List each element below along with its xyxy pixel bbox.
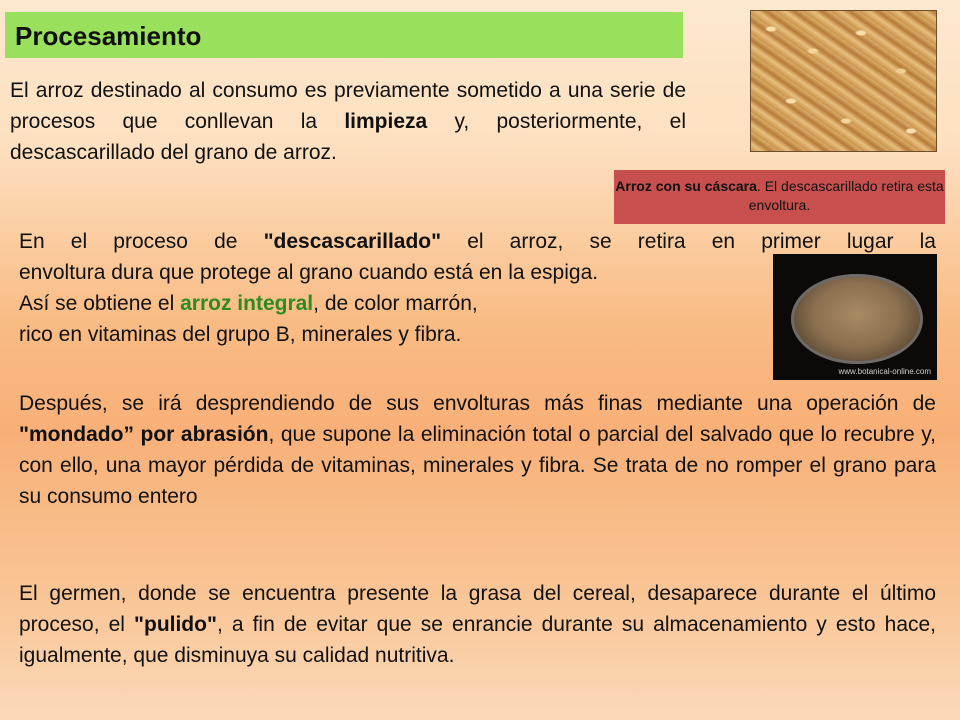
intro-bold-limpieza: limpieza	[344, 110, 428, 133]
descascarillado-text-4: , de color marrón,	[313, 292, 478, 315]
descascarillado-line-4: rico en vitaminas del grupo B, minerales y fibra.	[19, 323, 462, 346]
pulido-text-2: , a fin de evitar que se enrancie durante su almacenamiento y esto hace, igualmente, que disminuya su calidad nutritiva.	[19, 613, 937, 667]
rice-husk-image	[750, 10, 937, 152]
image-watermark: www.botanical-online.com	[838, 367, 931, 376]
descascarillado-line-1	[19, 226, 936, 257]
descascarillado-line-2: envoltura dura que protege al grano cuando está en la espiga.	[19, 261, 599, 284]
arroz-integral-highlight: arroz integral	[180, 292, 314, 315]
mondado-text-2: , que supone la eliminación total o parcial del salvado que lo recubre y, con ello, una mayor pérdida de vitaminas, minerales y fibra. Se trata de no romper el grano para su consumo entero	[19, 423, 936, 508]
intro-text-1: El arroz destinado al consumo es previamente sometido a una serie de procesos que conllevan la	[10, 79, 686, 133]
brown-rice-bowl-image	[773, 254, 937, 380]
pulido-bold-term: "pulido"	[134, 613, 217, 636]
mondado-paragraph	[19, 388, 936, 512]
mondado-text-1: Después, se irá desprendiendo de sus envolturas más finas mediante una operación de	[19, 392, 936, 415]
pulido-text-1: El germen, donde se encuentra presente la grasa del cereal, desaparece durante el último proceso, el	[19, 582, 936, 636]
mondado-bold-term: "mondado” por abrasión	[19, 423, 269, 446]
intro-paragraph	[10, 75, 686, 168]
descascarillado-bold-term: "descascarillado"	[263, 230, 442, 253]
caption-rest: . El descascarillado retira esta envoltura.	[748, 178, 944, 213]
descascarillado-text-2: el arroz, se retira en primer lugar la	[441, 230, 936, 253]
pulido-paragraph	[19, 578, 936, 671]
page-title: Procesamiento	[15, 21, 202, 51]
intro-text-2: y, posteriormente, el descascarillado del grano de arroz.	[10, 110, 686, 164]
caption-bold: Arroz con su cáscara	[615, 178, 757, 194]
image-caption	[614, 170, 945, 224]
title-bar	[5, 12, 683, 58]
rice-bowl	[791, 274, 923, 364]
descascarillado-text-3: Así se obtiene el	[19, 292, 181, 315]
descascarillado-text-1: En el proceso de	[19, 230, 264, 253]
